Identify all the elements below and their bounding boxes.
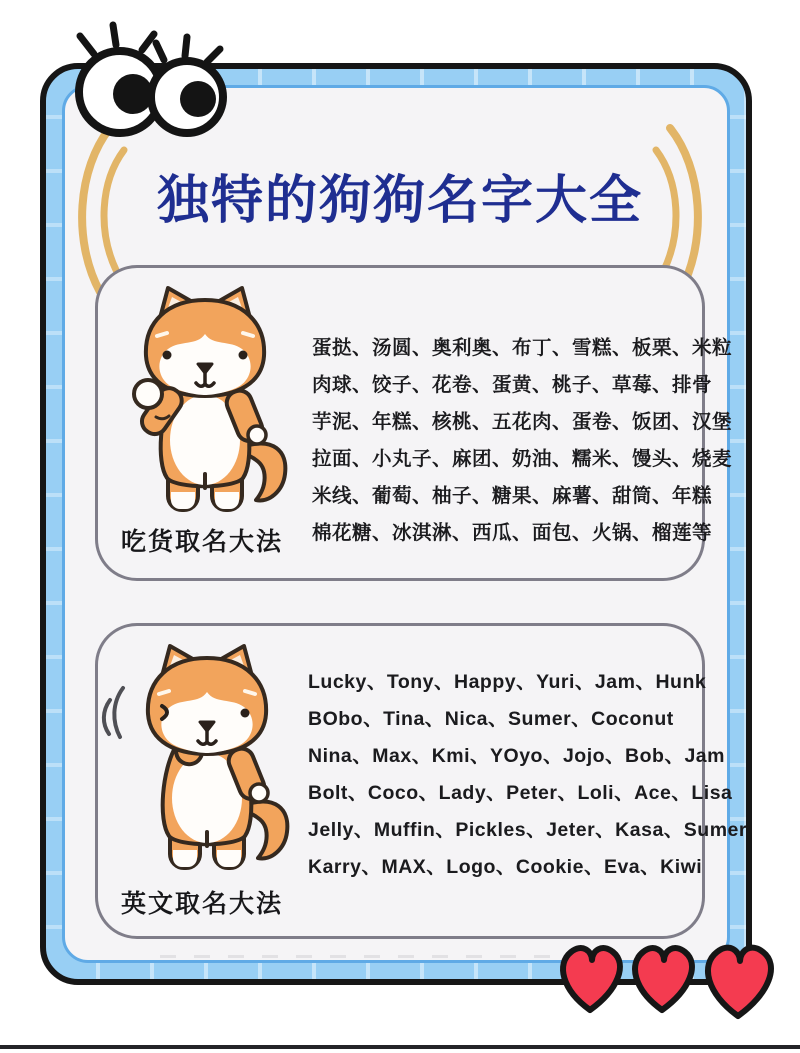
names-line: 米线、葡萄、柚子、糖果、麻薯、甜筒、年糕: [312, 485, 713, 507]
section-label: 英文取名大法: [120, 890, 283, 918]
names-line: 芋泥、年糕、核桃、五花肉、蛋卷、饭团、汉堡: [312, 411, 733, 433]
names-line: Bolt、Coco、Lady、Peter、Loli、Ace、Lisa: [308, 782, 733, 804]
names-line: 棉花糖、冰淇淋、西瓜、面包、火锅、榴莲等: [312, 522, 713, 544]
shiba-dog-ball-icon: [110, 284, 300, 522]
foodie-names-list: [312, 330, 732, 552]
names-line: Nina、Max、Kmi、YOyo、Jojo、Bob、Jam: [308, 745, 725, 767]
section-english-names: [95, 623, 747, 939]
english-names-list: [308, 664, 747, 886]
poster-title: 独特的狗狗名字大全: [156, 172, 643, 230]
names-line: BObo、Tina、Nica、Sumer、Coconut: [308, 708, 674, 730]
names-line: Lucky、Tony、Happy、Yuri、Jam、Hunk: [308, 671, 707, 693]
names-line: Jelly、Muffin、Pickles、Jeter、Kasa、Sumer: [308, 819, 747, 841]
section-label: 吃货取名大法: [120, 528, 283, 556]
names-line: 拉面、小丸子、麻团、奶油、糯米、馒头、烧麦: [312, 448, 733, 470]
names-line: 肉球、饺子、花卷、蛋黄、桃子、草莓、排骨: [312, 374, 713, 396]
names-line: Karry、MAX、Logo、Cookie、Eva、Kiwi: [308, 856, 703, 878]
googly-eyes-icon: [66, 12, 248, 152]
section-foodie-names: [95, 265, 733, 581]
names-line: 蛋挞、汤圆、奥利奥、布丁、雪糕、板栗、米粒: [312, 337, 733, 359]
heart-icon: [552, 938, 788, 1028]
shiba-dog-wave-icon: [94, 638, 306, 883]
bottom-rule: [0, 1045, 800, 1049]
